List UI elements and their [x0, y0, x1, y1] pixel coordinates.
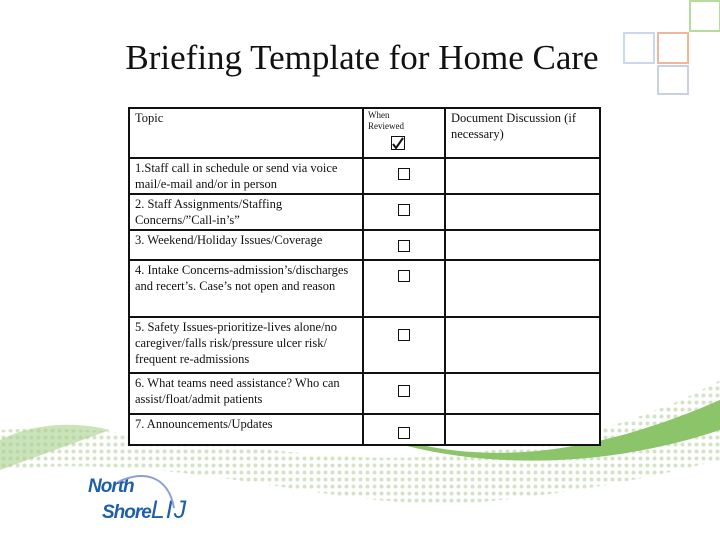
document-cell[interactable]	[445, 260, 600, 317]
reviewed-checkbox[interactable]	[398, 329, 410, 341]
page-title: Briefing Template for Home Care	[125, 38, 599, 77]
topic-cell: 4. Intake Concerns-admission’s/discharges and recert’s. Case’s not open and reason	[129, 260, 363, 317]
document-cell[interactable]	[445, 194, 600, 230]
table-row	[129, 260, 600, 317]
topic-cell: 7. Announcements/Updates	[129, 414, 363, 445]
table-row	[129, 317, 600, 373]
header-topic: Topic	[129, 108, 363, 158]
topic-cell: 2. Staff Assignments/Staffing Concerns/”Call-in’s”	[129, 194, 363, 230]
header-when-reviewed	[363, 108, 445, 158]
checked-checkbox-icon	[391, 136, 405, 150]
topic-cell: 6. What teams need assistance? Who can assist/float/admit patients	[129, 373, 363, 414]
header-document: Document Discussion (if necessary)	[445, 108, 600, 158]
logo-arc-icon	[88, 470, 198, 525]
reviewed-checkbox[interactable]	[398, 204, 410, 216]
table-row	[129, 373, 600, 414]
logo-line2: Shore	[102, 502, 151, 523]
logo-line1: North	[88, 476, 134, 497]
table-row	[129, 158, 600, 194]
reviewed-checkbox[interactable]	[398, 427, 410, 439]
document-cell[interactable]	[445, 373, 600, 414]
document-cell[interactable]	[445, 414, 600, 445]
document-cell[interactable]	[445, 158, 600, 194]
reviewed-checkbox[interactable]	[398, 385, 410, 397]
document-cell[interactable]	[445, 230, 600, 260]
reviewed-checkbox[interactable]	[398, 240, 410, 252]
briefing-table	[128, 107, 601, 446]
logo-line3: LIJ	[150, 496, 188, 524]
table-header-row	[129, 108, 600, 158]
table-row	[129, 414, 600, 445]
topic-cell: 1.Staff call in schedule or send via voice mail/e-mail and/or in person	[129, 158, 363, 194]
table-row	[129, 230, 600, 260]
header-when-reviewed-label: When Reviewed	[368, 110, 404, 131]
topic-cell: 5. Safety Issues-prioritize-lives alone/no caregiver/falls risk/pressure ulcer risk/ frequent re-admissions	[129, 317, 363, 373]
reviewed-checkbox[interactable]	[398, 270, 410, 282]
document-cell[interactable]	[445, 317, 600, 373]
topic-cell: 3. Weekend/Holiday Issues/Coverage	[129, 230, 363, 260]
table-row	[129, 194, 600, 230]
north-shore-lij-logo	[88, 478, 187, 525]
reviewed-checkbox[interactable]	[398, 168, 410, 180]
